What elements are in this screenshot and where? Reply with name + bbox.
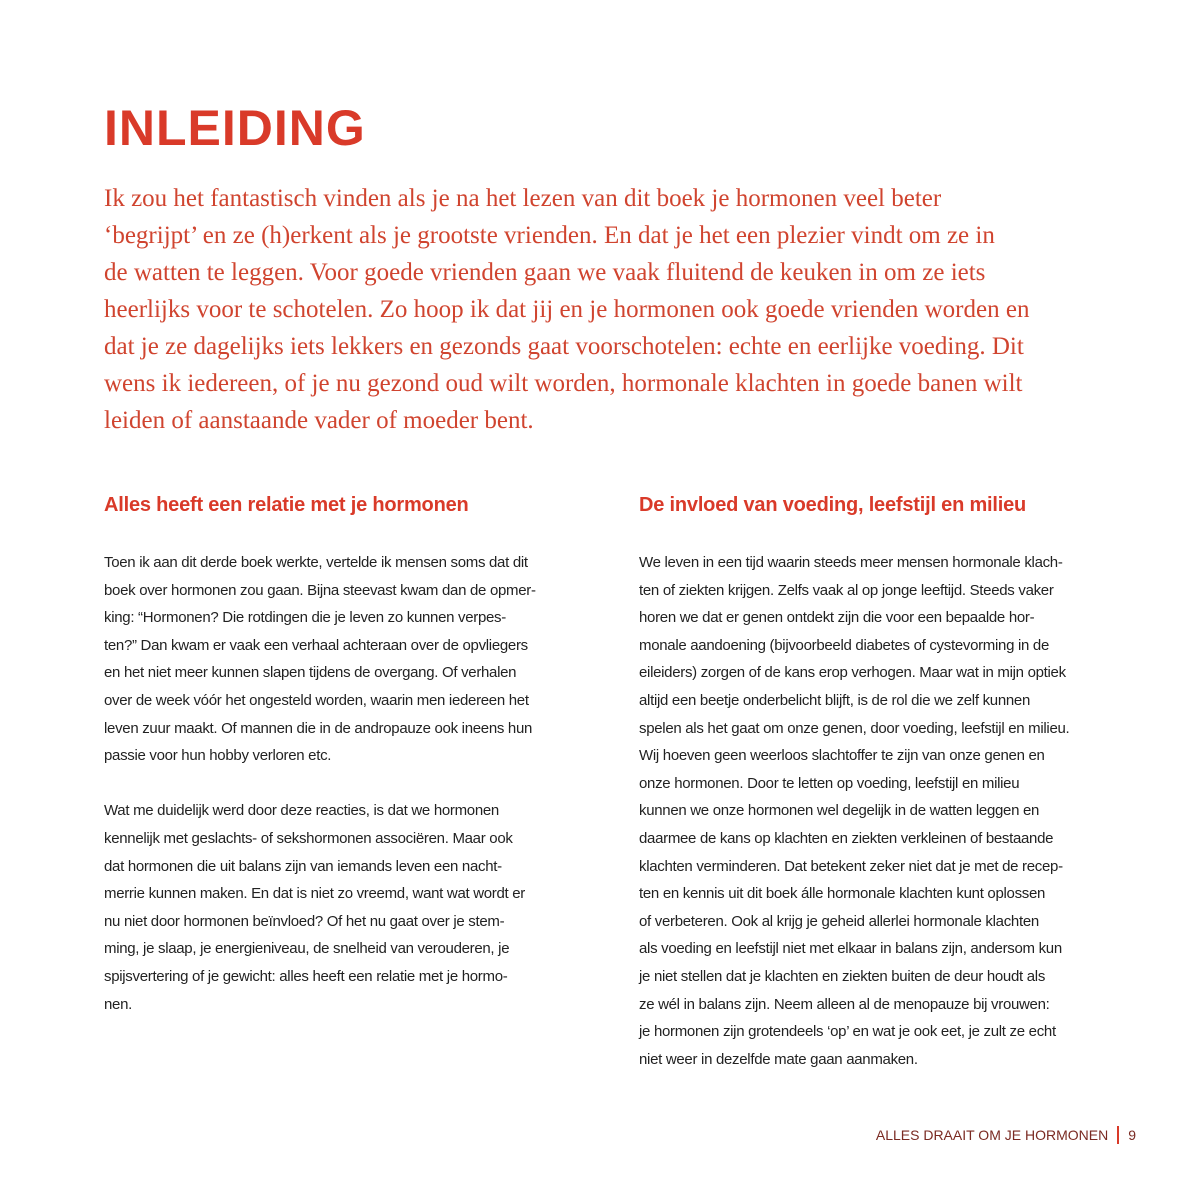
left-column-heading: Alles heeft een relatie met je hormonen xyxy=(104,494,469,516)
text-line: nen. xyxy=(104,995,132,1013)
text-line: king: “Hormonen? Die rotdingen die je leven zo kunnen verpes- xyxy=(104,609,506,627)
page-footer xyxy=(876,1124,1136,1146)
text-line: daarmee de kans op klachten en ziekten verkleinen of bestaande xyxy=(639,829,1054,847)
text-line: dat hormonen die uit balans zijn van iemands leven een nacht- xyxy=(104,857,502,875)
text-line: Toen ik aan dit derde boek werkte, vertelde ik mensen soms dat dit xyxy=(104,554,528,571)
page-title: INLEIDING xyxy=(104,100,366,156)
intro-line: de watten te leggen. Voor goede vrienden gaan we vaak fluitend de keuken in om ze iets xyxy=(104,259,986,286)
text-line: eileiders) zorgen of de kans erop verhogen. Maar wat in mijn optiek xyxy=(639,664,1066,682)
text-line: ten of ziekten krijgen. Zelfs vaak al op jonge leeftijd. Steeds vaker xyxy=(639,581,1054,599)
left-column xyxy=(104,488,604,1018)
text-line: je hormonen zijn grotendeels ‘op’ en wat je ook eet, je zult ze echt xyxy=(639,1023,1056,1041)
text-line: We leven in een tijd waarin steeds meer mensen hormonale klach- xyxy=(639,554,1063,571)
left-paragraph-2 xyxy=(104,797,604,1018)
text-line: ten?” Dan kwam er vaak een verhaal achteraan over de opvliegers xyxy=(104,636,528,654)
text-line: je niet stellen dat je klachten en ziekten buiten de deur houdt als xyxy=(639,967,1046,985)
text-line: als voeding en leefstijl niet met elkaar in balans zijn, andersom kun xyxy=(639,940,1062,958)
intro-paragraph xyxy=(104,180,1029,439)
intro-line: leiden of aanstaande vader of moeder bent. xyxy=(104,407,534,434)
intro-line: heerlijks voor te schotelen. Zo hoop ik dat jij en je hormonen ook goede vrienden worden en xyxy=(104,296,1030,323)
text-line: ten en kennis uit dit boek álle hormonale klachten kunt oplossen xyxy=(639,885,1046,903)
text-line: ze wél in balans zijn. Neem alleen al de menopauze bij vrouwen: xyxy=(639,995,1050,1013)
text-line: kunnen we onze hormonen wel degelijk in de watten leggen en xyxy=(639,802,1040,820)
text-line: kennelijk met geslachts- of sekshormonen associëren. Maar ook xyxy=(104,829,513,847)
text-line: klachten verminderen. Dat betekent zeker niet dat je met de recep- xyxy=(639,857,1063,875)
page-number: 9 xyxy=(1128,1127,1136,1143)
text-line: altijd een beetje onderbelicht blijft, is de rol die we zelf kunnen xyxy=(639,691,1030,709)
text-line: merrie kunnen maken. En dat is niet zo vreemd, want wat wordt er xyxy=(104,885,526,903)
text-line: niet weer in dezelfde mate gaan aanmaken. xyxy=(639,1050,918,1068)
text-line: nu niet door hormonen beïnvloed? Of het nu gaat over je stem- xyxy=(104,912,505,930)
intro-line: dat je ze dagelijks iets lekkers en gezonds gaat voorschotelen: echte en eerlijke voeding. Dit xyxy=(104,333,1024,360)
text-line: passie voor hun hobby verloren etc. xyxy=(104,747,332,765)
text-line: en het niet meer kunnen slapen tijdens de overgang. Of verhalen xyxy=(104,664,517,682)
intro-line: Ik zou het fantastisch vinden als je na het lezen van dit boek je hormonen veel beter xyxy=(104,185,942,212)
footer-divider xyxy=(1117,1126,1119,1144)
right-column xyxy=(639,488,1139,1073)
text-line: spelen als het gaat om onze genen, door voeding, leefstijl en milieu. xyxy=(639,719,1070,737)
right-paragraph xyxy=(639,549,1139,1073)
text-line: Wat me duidelijk werd door deze reacties, is dat we hormonen xyxy=(104,802,499,820)
text-line: ming, je slaap, je energieniveau, de snelheid van verouderen, je xyxy=(104,940,510,958)
running-title: ALLES DRAAIT OM JE HORMONEN xyxy=(875,1127,1109,1143)
text-line: leven zuur maakt. Of mannen die in de andropauze ook ineens hun xyxy=(104,719,533,737)
text-line: of verbeteren. Ook al krijg je geheid allerlei hormonale klachten xyxy=(639,912,1039,930)
intro-line: wens ik iedereen, of je nu gezond oud wilt worden, hormonale klachten in goede banen wilt xyxy=(104,370,1023,397)
text-line: onze hormonen. Door te letten op voeding, leefstijl en milieu xyxy=(639,774,1020,792)
text-line: Wij hoeven geen weerloos slachtoffer te zijn van onze genen en xyxy=(639,747,1045,765)
right-column-heading: De invloed van voeding, leefstijl en milieu xyxy=(639,494,1027,516)
text-line: monale aandoening (bijvoorbeeld diabetes of cystevorming in de xyxy=(639,636,1050,654)
intro-line: ‘begrijpt’ en ze (h)erkent als je grootste vrienden. En dat je het een plezier vindt om ze in xyxy=(104,222,995,249)
left-paragraph-1 xyxy=(104,549,604,770)
text-line: boek over hormonen zou gaan. Bijna steevast kwam dan de opmer- xyxy=(104,581,536,599)
text-line: horen we dat er genen ontdekt zijn die voor een bepaalde hor- xyxy=(639,609,1035,627)
text-line: spijsvertering of je gewicht: alles heeft een relatie met je hormo- xyxy=(104,967,508,985)
text-line: over de week vóór het ongesteld worden, waarin men iedereen het xyxy=(104,691,529,709)
